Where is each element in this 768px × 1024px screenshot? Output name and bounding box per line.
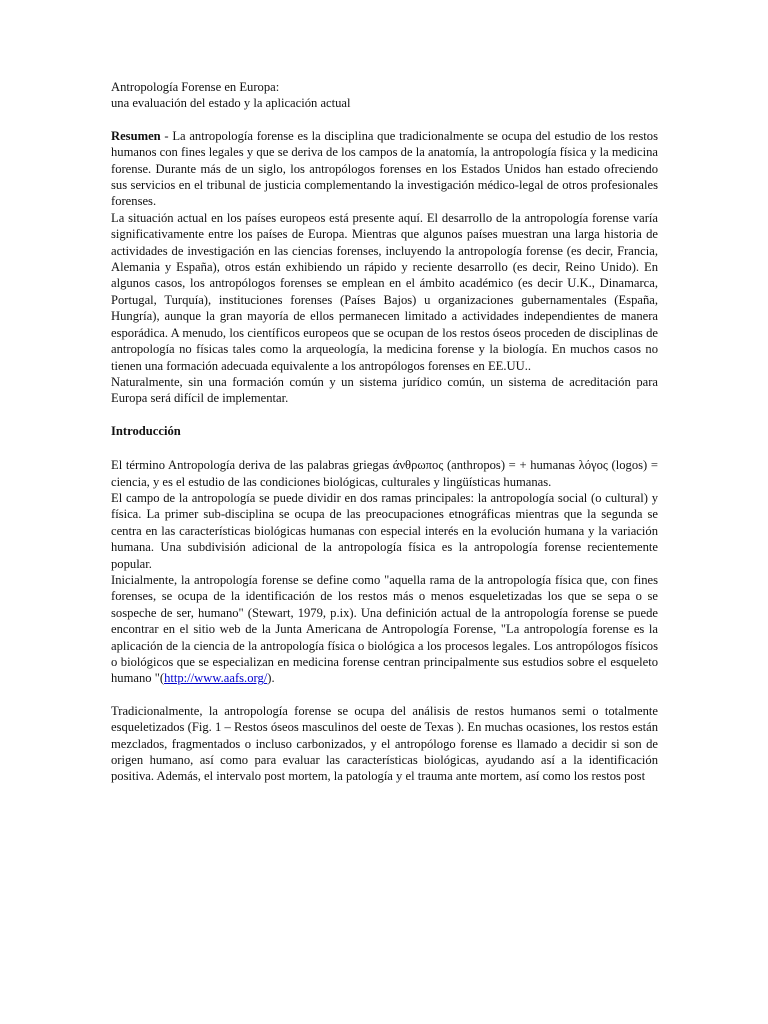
- title-line-1: Antropología Forense en Europa:: [111, 80, 280, 94]
- abstract-text-1: La antropología forense es la disciplina que tradicionalmente se ocupa del estudio de los restos humanos con fines legales y que se deriva de los campos de la anatomía, la antropología física y la medicina forense. Durante más de un siglo, los antropólogos forenses en los Estados Unidos han estado ofreciendo sus servicios en el tribunal de justicia complementando la investigación médico-legal de otros profesionales forenses.: [111, 128, 658, 209]
- intro-paragraph-3-tail: ).: [267, 671, 275, 686]
- abstract-label: Resumen: [111, 128, 161, 143]
- aafs-link[interactable]: http://www.aafs.org/: [164, 671, 268, 686]
- abstract-paragraph-1: [111, 128, 658, 210]
- intro-paragraph-4: Tradicionalmente, la antropología forense se ocupa del análisis de restos humanos semi o totalmente esqueletizados (Fig. 1 – Restos óseos masculinos del oeste de Texas ). En muchas ocasiones, los restos están mezclados, fragmentados o incluso carbonizados, y el antropólogo forense es llamado a decidir si son de origen humano, así como para evaluar las características biológicas, ayudando así a la identificación positiva. Además, el intervalo post mortem, la patología y el trauma ante mortem, así como los restos post: [111, 703, 658, 784]
- abstract-paragraph-3: Naturalmente, sin una formación común y un sistema jurídico común, un sistema de acreditación para Europa será difícil de implementar.: [111, 374, 658, 406]
- intro-paragraph-2: El campo de la antropología se puede dividir en dos ramas principales: la antropología social (o cultural) y física. La primer sub-disciplina se ocupa de las preocupaciones etnográficas mientras que la segunda se centra en las características biológicas humanas con especial interés en la evolución humana y la variación humana. Una subdivisión adicional de la antropología física es la antropología forense recientemente popular.: [111, 490, 658, 571]
- document-page: [111, 79, 658, 785]
- intro-paragraph-1: El término Antropología deriva de las palabras griegas άνθρωπος (anthropos) = + humanas λόγος (logos) = ciencia, y es el estudio de las condiciones biológicas, culturales y lingüísticas humanas.: [111, 458, 658, 489]
- intro-paragraph-3: [111, 572, 658, 687]
- intro-paragraph-3-text: Inicialmente, la antropología forense se define como "aquella rama de la antropología física que, con fines forenses, se ocupa de la identificación de los restos más o menos esqueletizadas los que se sepa o se sospeche de ser, humano" (Stewart, 1979, p.ix). Una definición actual de la antropología forense se puede encontrar en el sitio web de la Junta Americana de Antropología Forense, "La antropología forense es la aplicación de la ciencia de la antropología física o biológica a los procesos legales. Los antropólogos físicos o biológicos que se especializan en medicina forense centran principalmente sus estudios sobre el esqueleto humano "(: [111, 572, 658, 686]
- abstract-separator: -: [160, 128, 173, 143]
- title-line-2: una evaluación del estado y la aplicación actual: [111, 96, 351, 111]
- abstract-paragraph-2: La situación actual en los países europeos está presente aquí. El desarrollo de la antropología forense varía significativamente entre los países de Europa. Mientras que algunos países muestran una larga historia de actividades de investigación en las ciencias forenses, incluyendo la antropología forense (es decir, Francia, Alemania y España), otros están exhibiendo un rápido y reciente desarrollo (es decir, Reino Unido). En algunos casos, los antropólogos forenses se emplean en el ámbito académico (es decir U.K., Dinamarca, Portugal, Turquía), instituciones forenses (Países Bajos) u organizaciones gubernamentales (España, Hungría), aunque la gran mayoría de ellos permanecen limitado a actividades independientes de manera esporádica. A menudo, los científicos europeos que se ocupan de los restos óseos proceden de disciplinas de antropología no físicas tales como la arqueología, la medicina forense y la biología. En muchos casos no tienen una formación adecuada equivalente a los antropólogos forenses en EE.UU..: [111, 210, 658, 373]
- document-title: [111, 79, 658, 112]
- section-heading-introduccion: Introducción: [111, 423, 181, 438]
